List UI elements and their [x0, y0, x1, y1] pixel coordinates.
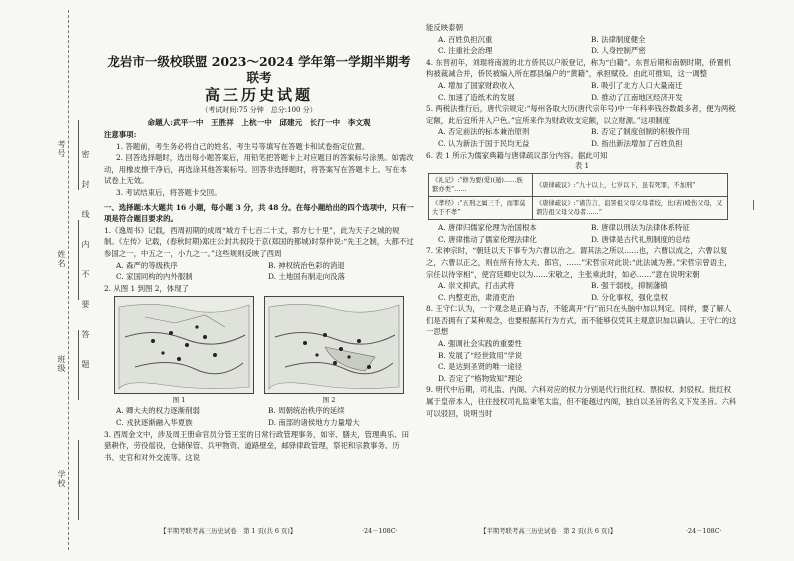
notes-heading: 注意事项:	[104, 130, 137, 139]
binding-strip	[0, 0, 92, 561]
question-stem: 4. 东晋初年，刘琨将南渡的北方侨民以户版登记，称为“白籍”。东晋后期和南朝时期，侨置机构被裁减合并，侨民被编入所在郡县编户的“黄籍”，承担赋役。由此可推知，这一调整	[426, 57, 732, 79]
option[interactable]: C. 家国同构的内外服制	[116, 272, 193, 282]
option[interactable]: B. 吸引了北方人口大量南迁	[591, 80, 683, 90]
name-line	[78, 220, 79, 300]
option[interactable]: A. 百姓负担沉重	[438, 34, 493, 44]
footer-code-1: ·24－108C·	[362, 527, 398, 535]
map-figure-1	[114, 296, 254, 394]
option[interactable]: D. 推动了江南地区经济开发	[591, 92, 683, 102]
table-cell: 《孝经》:“五刑之属三千，而罪莫大于不孝”	[429, 197, 533, 220]
q8-options	[426, 338, 738, 384]
option[interactable]: C. 加速了造纸术的发展	[438, 92, 515, 102]
exam-title: 龙岩市一级校联盟 2023～2024 学年第一学期半期考联考	[107, 54, 411, 85]
option[interactable]: C. 注重社会治理	[438, 46, 493, 56]
option[interactable]: B. 发展了“经世致用”学说	[438, 350, 523, 360]
note-item: 3. 考试结束后，将答题卡交回。	[116, 187, 222, 197]
seal-word: 密	[81, 150, 90, 159]
option[interactable]: C. 唐律推动了儒家伦理法律化	[438, 234, 537, 244]
section-heading: 一、选择题:本大题共 16 小题，每小题 3 分，共 48 分。在每小题给出的四个选项中，只有一项是符合题目要求的。	[104, 202, 414, 224]
option[interactable]: D. 唐律是古代礼刑制度的总结	[591, 234, 691, 244]
q2-maps	[114, 296, 404, 394]
q2-options	[104, 405, 414, 428]
question-continued: 能反映泰朝	[426, 23, 463, 32]
seal-line	[68, 10, 69, 550]
option[interactable]: B. 周朝统治秩序的延续	[268, 406, 345, 416]
note-item: 1. 答题前，考生务必将自己的姓名、考生号等填写在答题卡和试卷指定位置。	[116, 141, 370, 151]
page-1-column	[104, 50, 414, 463]
option[interactable]: D. 南部的诸侯地方力量增大	[268, 417, 360, 427]
class-line	[78, 330, 79, 400]
option[interactable]: A. 崇文抑武，打击武将	[438, 281, 515, 291]
option[interactable]: A. 森严的等级秩序	[116, 260, 178, 270]
question-stem: 7. 宋神宗时，“朝廷以天下事专为六曹以治之。谓其法之所以……也，六曹以成之，六曹以复之，六曹以正之，则在所有侍太夫、郎官，……”宋哲宗对此说:“此法诚为善。”宋哲宗曾语主，宗任以待宰相”，使宫廷卿史以为……宋敬之，主张乘此时，如必……”意在说明宋朝	[426, 246, 732, 279]
table-row	[429, 174, 728, 197]
footer-text: 【半期考联考高三历史试卷 第 2 页(共 6 页)】	[480, 527, 617, 535]
table-1	[428, 173, 728, 220]
seal-word: 内	[81, 240, 90, 249]
option[interactable]: B. 否定了制度创制的积极作用	[591, 127, 690, 137]
option[interactable]: B. 神权统治色彩的消退	[268, 260, 345, 270]
setters: 命题人:武平一中 王胜祥 上杭一中 邱建元 长汀一中 李文观	[147, 118, 371, 127]
seal-word: 不	[81, 270, 90, 279]
table-cell: 《唐律疏议》:“诸告言、诅詈祖父母父母者绞，比(若)殴伤父母，又谓告祖父母父母者……”	[532, 197, 727, 220]
option[interactable]: A. 增加了国家财政收入	[438, 80, 515, 90]
map-captions	[104, 395, 404, 405]
question-stem: 8. 王守仁认为，一个观念是正确与否，不能离开“行”而只在头脑中加以判定。同样，要了解人们是否拥有了某种观念，也要根据其行为方式，而不能够仅凭其主观意识加以确认。王守仁的这一思想	[426, 304, 737, 337]
option[interactable]: A. 否定前法的标本兼治原则	[438, 127, 530, 137]
q1-options	[104, 260, 414, 283]
q6-options	[426, 222, 738, 245]
option[interactable]: C. 戎狄逐渐融入华夏族	[116, 417, 193, 427]
q7-options	[426, 280, 738, 303]
option[interactable]: A. 唐律归儒家伦理为治国根本	[438, 223, 537, 233]
map-1-image	[115, 297, 253, 393]
q3-options	[426, 34, 738, 57]
map-figure-2	[264, 296, 404, 394]
seal-word: 答	[81, 330, 90, 339]
option[interactable]: C. 内整吏治，肃清吏治	[438, 292, 515, 302]
school-line	[78, 440, 79, 520]
seal-word: 线	[81, 210, 90, 219]
footer-code-2: ·24－108C·	[686, 527, 722, 535]
table-cell: 《礼记》:“修为要(爱)(遁)……族繁亦类”……	[429, 174, 533, 197]
q4-options	[426, 80, 738, 103]
option[interactable]: C. 是达到圣贤的唯一途径	[438, 362, 522, 372]
option[interactable]: D. 否定了“格物致知”理论	[438, 373, 523, 383]
question-stem: 9. 明代中后期，司礼监、内阁、六科对应的权力分别是代行批红权、票拟权、封驳权。批红权属于皇帝本人，往往授权司礼监秉笔太监，但不能越过内阁，独自以圣旨的名义下发圣旨。六科可以驳回，说明当时	[426, 385, 737, 418]
label-class: 班级	[57, 355, 66, 373]
question-stem: 1.《逸周书》记载，西周初期的成周“城方千七百二十丈，郛方七十里”，此为天子之城的规制。《左传》记载，(春秋时期)郑庄公封共叔段于京(郑国的都城)时祭仲说:“先王之制，大都不过参国之一，中五之一，小九之一。”这些规则反映了西周	[104, 225, 414, 258]
option[interactable]: A. 强调社会实践的重要性	[438, 339, 522, 349]
option[interactable]: D. 分化事权，强化皇权	[591, 292, 668, 302]
edge-mark	[753, 200, 754, 210]
map-2-image	[265, 297, 403, 393]
option[interactable]: D. 指出新法增加了百姓负担	[591, 138, 683, 148]
exam-info: （考试时间:75 分钟 总分:100 分）	[201, 106, 317, 114]
table-title: 表 1	[574, 161, 590, 171]
note-item: 2. 回答选择题时，选出每小题答案后，用铅笔把答题卡上对应题目的答案标号涂黑。如需改动，用橡皮擦干净后，再选涂其他答案标号。回答非选择题时，将答案写在答题卡上。写在本试卷上无效。	[104, 153, 414, 186]
option[interactable]: B. 强干弱枝，抑制藩镇	[591, 281, 668, 291]
footer-page-2	[480, 526, 616, 535]
label-school: 学校	[57, 470, 66, 488]
seal-word: 封	[81, 180, 90, 189]
footer-text: 【半期考联考高三历史试卷 第 1 页(共 6 页)】	[160, 527, 297, 535]
option[interactable]: C. 认为新法于国于民均无益	[438, 138, 530, 148]
option[interactable]: D. 人身控制严密	[591, 46, 646, 56]
footer-page-1	[160, 526, 296, 535]
label-exam-number: 考号	[57, 140, 66, 158]
table-cell: 《唐律疏议》:“九十以上，七岁以下，虽有死罪，不加刑”	[532, 174, 727, 197]
map-caption-1: 图 1	[172, 396, 186, 405]
option[interactable]: B. 唐律以刑法为法律体系特征	[591, 223, 690, 233]
question-stem: 5. 两税法推行后，唐代宗规定:“每州各取大历(唐代宗年号)中一年科率钱谷数最多者，便为两税定额，此后宜所并入户色。”宜所来作为财政收支定额，以立财源。”这项制度	[426, 104, 736, 125]
seal-word: 题	[81, 360, 90, 369]
subject-title: 高三历史试题	[204, 86, 313, 104]
option[interactable]: D. 土地国有制走向没落	[268, 272, 345, 282]
table-row	[429, 197, 728, 220]
question-stem: 6. 表 1 所示为儒家典籍与唐律疏议部分内容。据此可知	[426, 150, 608, 160]
q5-options	[426, 126, 738, 149]
exam-number-line	[78, 120, 79, 190]
map-caption-2: 图 2	[322, 396, 336, 405]
question-stem: 2. 从图 1 到图 2，体现了	[104, 283, 189, 293]
question-stem: 3. 西周金文中，涉及周王册命官员分管王室的日常行政管理事务，如宰、膳夫，管理典乐、田猎耕作，劳役徭役，仓储保管、兵甲物资、道路壁垒，邮驿律政管理，祭祀和宗教事务、历书、史官和对外交流等。这说	[104, 429, 410, 462]
page-2-column	[426, 22, 738, 419]
label-name: 姓名	[57, 250, 66, 268]
option[interactable]: B. 法律制度健全	[591, 34, 646, 44]
seal-word: 要	[81, 300, 90, 309]
option[interactable]: A. 卿大夫的权力逐渐削弱	[116, 406, 200, 416]
